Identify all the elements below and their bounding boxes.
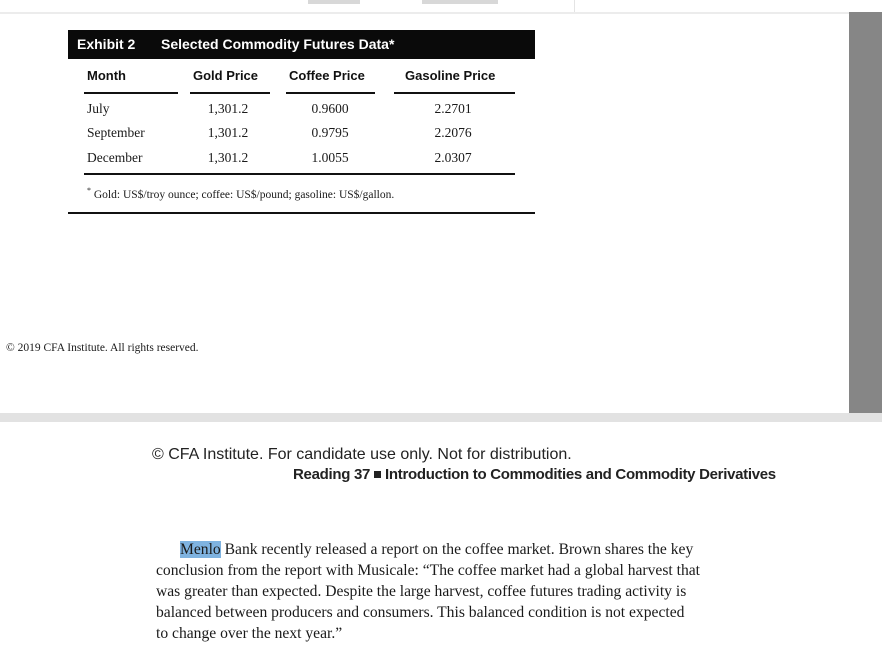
- reading-title: Introduction to Commodities and Commodity Derivatives: [385, 466, 776, 483]
- footnote-text: Gold: US$/troy ounce; coffee: US$/pound; gasoline: US$/gallon.: [91, 188, 395, 201]
- paragraph-text: Bank recently released a report on the coffee market. Brown shares the key: [220, 541, 694, 558]
- cell-gold: 1,301.2: [207, 125, 249, 140]
- paragraph-line: balanced between producers and consumers. This balanced condition is not expected: [156, 604, 685, 621]
- page-separator: [0, 413, 882, 422]
- scrollbar-track[interactable]: [849, 12, 882, 413]
- cell-gasoline: 2.0307: [434, 150, 472, 165]
- paragraph-line: conclusion from the report with Musicale: “The coffee market had a global harvest that: [156, 562, 700, 579]
- header-rule: [394, 92, 515, 94]
- search-highlight[interactable]: Menlo: [180, 541, 221, 558]
- table-bottom-rule: [84, 173, 515, 175]
- exhibit-bottom-rule: [68, 212, 535, 214]
- exhibit-footnote: [87, 186, 394, 201]
- header-rule: [286, 92, 375, 94]
- square-bullet-icon: [374, 471, 381, 478]
- paragraph-line: to change over the next year.”: [156, 625, 343, 642]
- column-header-gold: Gold Price: [193, 68, 259, 83]
- cell-month: December: [87, 150, 143, 165]
- running-header: [293, 466, 776, 483]
- paragraph-line: [156, 539, 750, 560]
- viewer-divider: [574, 0, 575, 12]
- cell-gasoline: 2.2701: [434, 101, 472, 116]
- viewer-tab-marker: [308, 0, 360, 4]
- cell-coffee: 1.0055: [311, 150, 349, 165]
- body-paragraph: [156, 539, 750, 644]
- column-header-coffee: Coffee Price: [289, 68, 365, 83]
- viewer-divider: [0, 12, 850, 14]
- paragraph-line: was greater than expected. Despite the large harvest, coffee futures trading activity is: [156, 583, 687, 600]
- reading-number: Reading 37: [293, 466, 371, 483]
- exhibit-title: Selected Commodity Futures Data*: [161, 36, 395, 52]
- cell-month: September: [87, 125, 145, 140]
- viewer-tab-marker: [422, 0, 498, 4]
- cfa-distribution-notice: © CFA Institute. For candidate use only. Not for distribution.: [152, 446, 572, 463]
- cell-coffee: 0.9795: [311, 125, 349, 140]
- header-rule: [190, 92, 270, 94]
- copyright-notice: © 2019 CFA Institute. All rights reserved.: [6, 342, 199, 354]
- cell-gold: 1,301.2: [207, 101, 249, 116]
- exhibit-title-bar: [68, 30, 535, 59]
- header-rule: [84, 92, 178, 94]
- footnote-mark: *: [87, 186, 91, 195]
- cell-gasoline: 2.2076: [434, 125, 472, 140]
- exhibit-number: Exhibit 2: [77, 36, 136, 52]
- column-header-month: Month: [87, 68, 126, 83]
- cell-gold: 1,301.2: [207, 150, 249, 165]
- cell-month: July: [87, 101, 110, 116]
- column-header-gasoline: Gasoline Price: [405, 68, 496, 83]
- cell-coffee: 0.9600: [311, 101, 349, 116]
